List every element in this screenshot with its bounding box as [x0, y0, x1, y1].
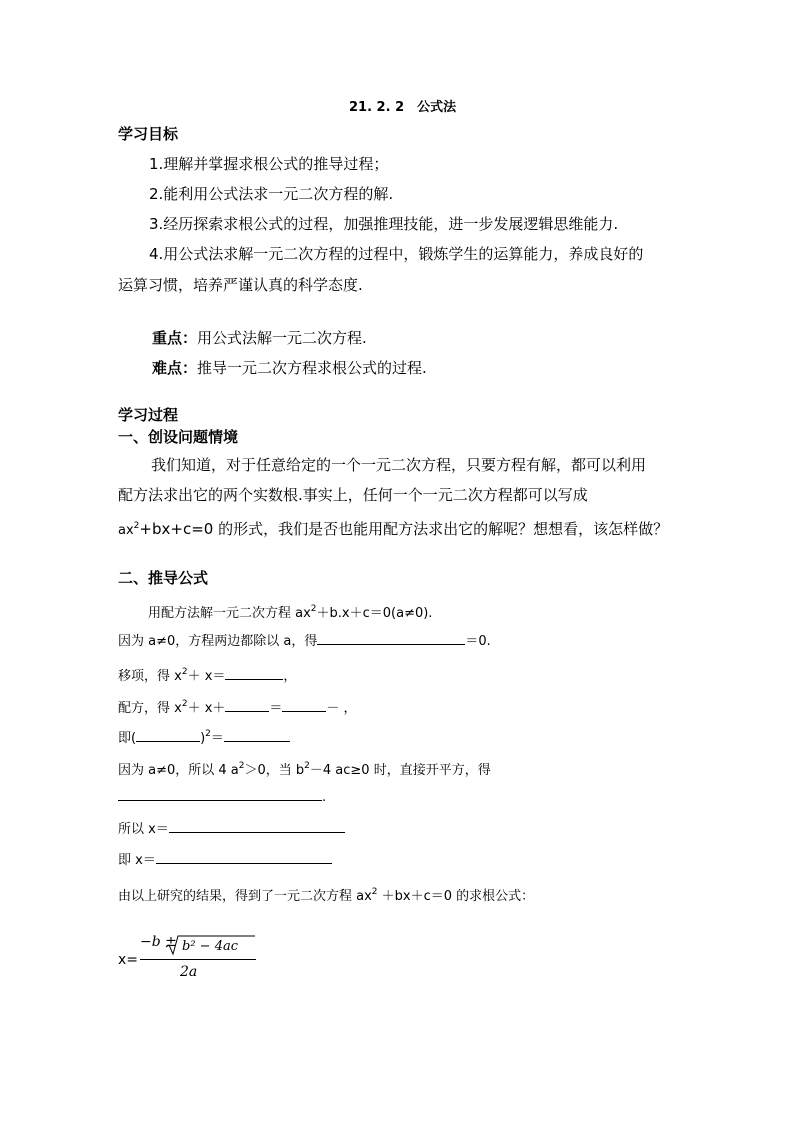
fraction-bar [140, 959, 256, 960]
section2-heading: 二、推导公式 [118, 569, 209, 587]
derive-line-2: 移项，得 $x^2+ x=$ ， [118, 667, 297, 684]
derive-line-1: 因为 a≠0，方程两边都除以 a，得 ＝0. [118, 630, 491, 652]
blank-2[interactable] [225, 665, 283, 680]
section1-line-3: $ax^2+bx+c=0$ 的形式，我们是否也能用配方法求出它的解呢？想想看，该怎样做？ [118, 520, 669, 538]
goal-item-2: 2.能利用公式法求一元二次方程的解. [149, 185, 394, 203]
derive-line-3: 配方，得 $x^2+ x+$ ＝ － ， [118, 699, 357, 716]
formula-denominator: 2a [180, 964, 198, 980]
derive-line-6: . [118, 786, 326, 808]
derive-line-7: 所以 x＝ [118, 818, 345, 840]
blank-6[interactable] [224, 727, 290, 742]
difficult-point [152, 358, 427, 378]
difficult-point-text: 推导一元二次方程求根公式的过程. [197, 359, 427, 377]
page-title: 21. 2. 2 公式法 [349, 100, 457, 115]
goal-item-4-cont: 运算习惯，培养严谨认真的科学态度. [118, 276, 363, 294]
goal-item-3: 3.经历探索求根公式的过程，加强推理技能，进一步发展逻辑思维能力. [149, 215, 619, 233]
section1-heading: 一、创设问题情境 [118, 428, 239, 446]
formula-radicand: b² − 4ac [182, 939, 238, 954]
process-heading: 学习过程 [118, 406, 179, 424]
derive-line-5: 因为 a≠0，所以 4 $a^2>0$，当 $b^2-4$ ac≥0 时，直接开平方，得 [118, 761, 491, 778]
derive-line-8: 即 x＝ [118, 849, 332, 871]
key-point-label: 重点： [152, 329, 198, 347]
derive-line-4: 即( )$^2$＝ [118, 724, 290, 749]
blank-9[interactable] [156, 849, 332, 864]
section1-line-1: 我们知道，对于任意给定的一个一元二次方程，只要方程有解，都可以利用 [151, 456, 647, 474]
blank-4[interactable] [282, 697, 326, 712]
goals-heading: 学习目标 [118, 125, 179, 143]
section1-line-2: 配方法求出它的两个实数根.事实上，任何一个一元二次方程都可以写成 [118, 486, 588, 504]
formula-numerator-prefix: −b ± [140, 934, 177, 950]
derive-line-9: 由以上研究的结果，得到了一元二次方程 $ax^2 +bx+c=0$ 的求根公式： [118, 887, 535, 904]
blank-8[interactable] [169, 818, 345, 833]
derive-intro: 用配方法解一元二次方程 $ax^2+b.x+c=0(a\ne 0)$. [148, 604, 433, 621]
goal-item-4: 4.用公式法求解一元二次方程的过程中，锻炼学生的运算能力，养成良好的 [149, 245, 644, 263]
radical-sign-icon [164, 934, 256, 956]
blank-3[interactable] [225, 697, 269, 712]
difficult-point-label: 难点： [152, 359, 198, 377]
blank-7[interactable] [118, 786, 322, 801]
blank-1[interactable] [317, 630, 465, 645]
formula-lhs: x= [118, 952, 139, 968]
quadratic-formula [118, 934, 268, 990]
blank-5[interactable] [136, 727, 200, 742]
goal-item-1: 1.理解并掌握求根公式的推导过程； [149, 155, 389, 173]
key-point-text: 用公式法解一元二次方程. [197, 329, 367, 347]
key-point [152, 328, 367, 348]
